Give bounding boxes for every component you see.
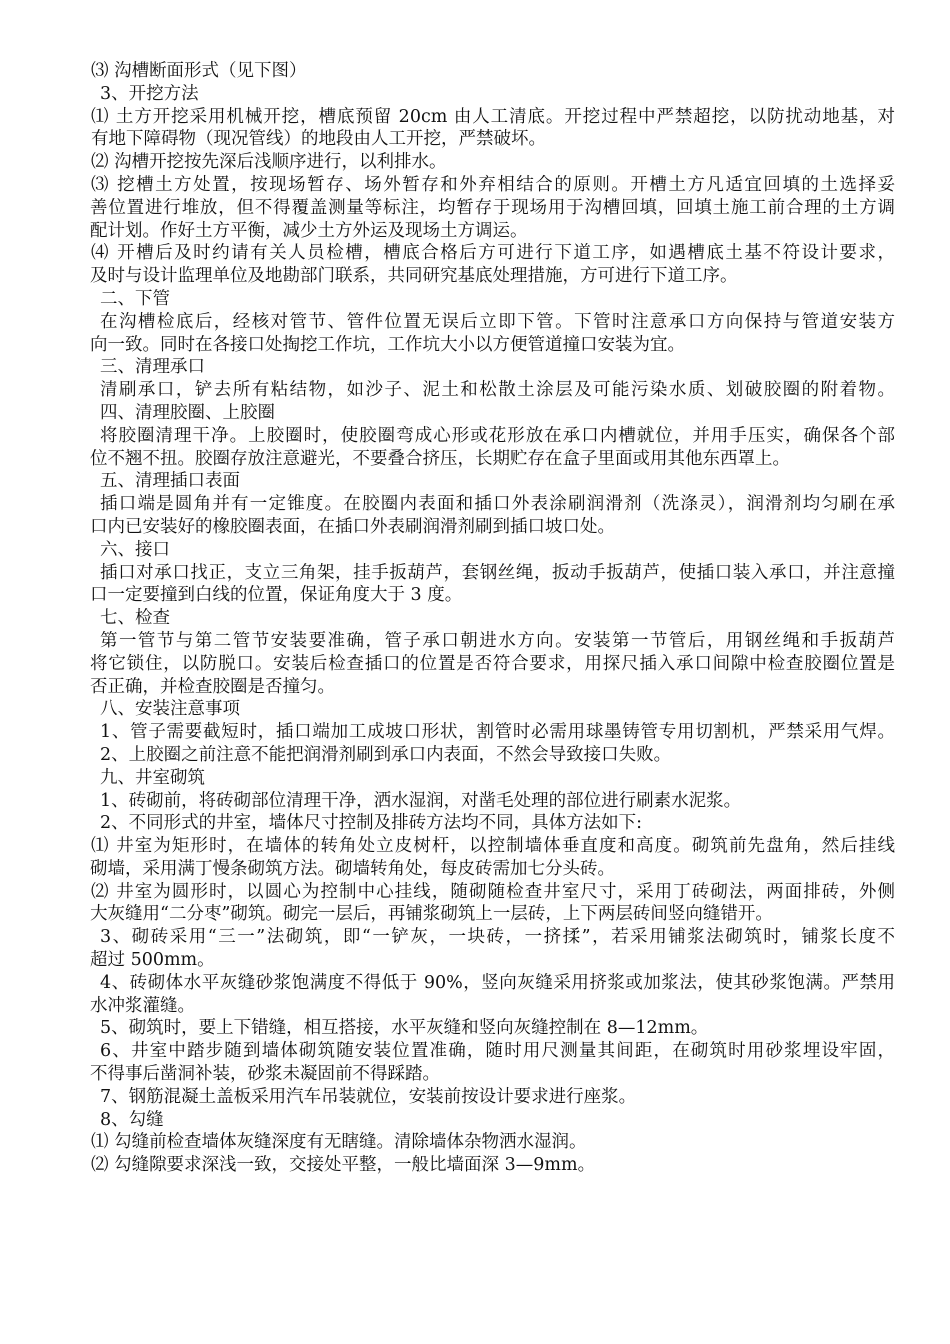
text-line: 不得事后凿洞补装，砂浆未凝固前不得踩踏。 [90, 1064, 440, 1085]
text-line: ⑵ 沟槽开挖按先深后浅顺序进行，以利排水。 [91, 152, 447, 173]
text-line: ⑴ 土方开挖采用机械开挖，槽底预留 20cm 由人工清底。开挖过程中严禁超挖，以防扰动地基，对 [91, 106, 895, 127]
text-line: ⑴ 勾缝前检查墙体灰缝深度有无瞎缝。清除墙体杂物洒水湿润。 [91, 1132, 587, 1153]
text-line: 7、钢筋混凝土盖板采用汽车吊装就位，安装前按设计要求进行座浆。 [100, 1086, 637, 1107]
text-line: ⑴ 井室为矩形时，在墙体的转角处立皮树杆，以控制墙体垂直度和高度。砌筑前先盘角，然后挂线 [91, 836, 895, 857]
text-line: 插口对承口找正，支立三角架，挂手扳葫芦，套钢丝绳，扳动手扳葫芦，使插口装入承口，并注意撞 [100, 562, 895, 583]
text-line: 4、砖砌体水平灰缝砂浆饱满度不得低于 90%，竖向灰缝采用挤浆或加浆法，使其砂浆饱满。严禁用 [100, 972, 895, 993]
text-line: 九、井室砌筑 [100, 767, 205, 788]
text-line: 四、清理胶圈、上胶圈 [100, 402, 275, 423]
text-line: 口一定要撞到白线的位置，保证角度大于 3 度。 [90, 585, 463, 606]
text-line: ⑶ 挖槽土方处置，按现场暂存、场外暂存和外弃相结合的原则。开槽土方凡适宜回填的土选择妥 [91, 174, 895, 195]
document-body [90, 60, 895, 1177]
text-line: 在沟槽检底后，经核对管节、管件位置无误后立即下管。下管时注意承口方向保持与管道安装方 [100, 311, 895, 332]
text-line: 大灰缝用“二分枣”砌筑。砌完一层后，再铺浆砌筑上一层砖，上下两层砖间竖向缝错开。 [90, 904, 773, 925]
text-line: ⑶ 沟槽断面形式（见下图） [91, 61, 307, 81]
text-line: 超过 500mm。 [90, 950, 215, 971]
text-line: 配计划。作好土方平衡，减少土方外运及现场土方调运。 [90, 220, 528, 241]
text-line: 清刷承口，铲去所有粘结物，如沙子、泥土和松散土涂层及可能污染水质、划破胶圈的附着物。 [100, 380, 895, 401]
text-line: 1、管子需要截短时，插口端加工成坡口形状，割管时必需用球墨铸管专用切割机，严禁采用气焊。 [100, 722, 895, 743]
text-line: 2、不同形式的井室，墙体尺寸控制及排砖方法均不同，具体方法如下: [100, 813, 643, 834]
text-line: 6、井室中踏步随到墙体砌筑随安装位置准确，随时用尺测量其间距，在砌筑时用砂浆埋设牢固， [100, 1041, 895, 1062]
text-line: 插口端是圆角并有一定锥度。在胶圈内表面和插口外表涂刷润滑剂（洗涤灵），润滑剂均匀刷在承 [100, 494, 895, 515]
text-line: 八、安装注意事项 [100, 699, 240, 720]
text-line: 1、砖砌前，将砖砌部位清理干净，洒水湿润，对凿毛处理的部位进行刷素水泥浆。 [100, 790, 742, 811]
text-line: 3、砌砖采用“三一”法砌筑，即“一铲灰，一块砖，一挤揉”，若采用铺浆法砌筑时，铺浆长度不 [100, 927, 895, 948]
text-line: 五、清理插口表面 [100, 471, 240, 492]
text-line: 六、接口 [100, 539, 170, 560]
text-line: 水冲浆灌缝。 [90, 995, 195, 1016]
text-line: 8、勾缝 [100, 1109, 164, 1130]
text-line: 及时与设计监理单位及地勘部门联系，共同研究基底处理措施，方可进行下道工序。 [90, 266, 738, 287]
text-line: ⑵ 勾缝隙要求深浅一致，交接处平整，一般比墙面深 3—9mm。 [91, 1155, 596, 1176]
text-line: 第一管节与第二管节安装要准确，管子承口朝进水方向。安装第一节管后，用钢丝绳和手扳葫芦 [100, 630, 895, 651]
text-line: ⑵ 井室为圆形时，以圆心为控制中心挂线，随砌随检查井室尺寸，采用丁砖砌法，两面排砖，外侧 [91, 881, 895, 902]
text-line: 将胶圈清理干净。上胶圈时，使胶圈弯成心形或花形放在承口内槽就位，并用手压实，确保各个部 [100, 425, 895, 446]
text-line: 5、砌筑时，要上下错缝，相互搭接，水平灰缝和竖向灰缝控制在 8—12mm。 [100, 1018, 709, 1039]
text-line: 位不翘不扭。胶圈存放注意避光，不要叠合挤压，长期贮存在盒子里面或用其他东西罩上。 [90, 448, 790, 469]
text-line: 2、上胶圈之前注意不能把润滑剂刷到承口内表面，不然会导致接口失败。 [100, 744, 672, 765]
text-line: 口内已安装好的橡胶圈表面，在插口外表刷润滑剂刷到插口坡口处。 [90, 516, 615, 537]
text-line: ⑷ 开槽后及时约请有关人员检槽，槽底合格后方可进行下道工序，如遇槽底土基不符设计要求， [91, 243, 895, 264]
text-line: 砌墙，采用满丁慢条砌筑方法。砌墙转角处，每皮砖需加七分头砖。 [90, 858, 615, 879]
text-line: 七、检查 [100, 608, 170, 629]
text-line: 将它锁住，以防脱口。安装后检查插口的位置是否符合要求，用探尺插入承口间隙中检查胶圈位置是 [90, 653, 895, 674]
text-line: 善位置进行堆放，但不得覆盖测量等标注，均暂存于现场用于沟槽回填，回填土施工前合理的土方调 [90, 197, 895, 218]
text-line: 二、下管 [100, 288, 170, 309]
text-line: 三、清理承口 [100, 357, 205, 378]
text-line: 否正确，并检查胶圈是否撞匀。 [90, 676, 335, 697]
text-line: 3、开挖方法 [100, 83, 199, 104]
text-line: 向一致。同时在各接口处掏挖工作坑，工作坑大小以方便管道撞口安装为宜。 [90, 334, 685, 355]
text-line: 有地下障碍物（现况管线）的地段由人工开挖，严禁破坏。 [91, 129, 546, 150]
